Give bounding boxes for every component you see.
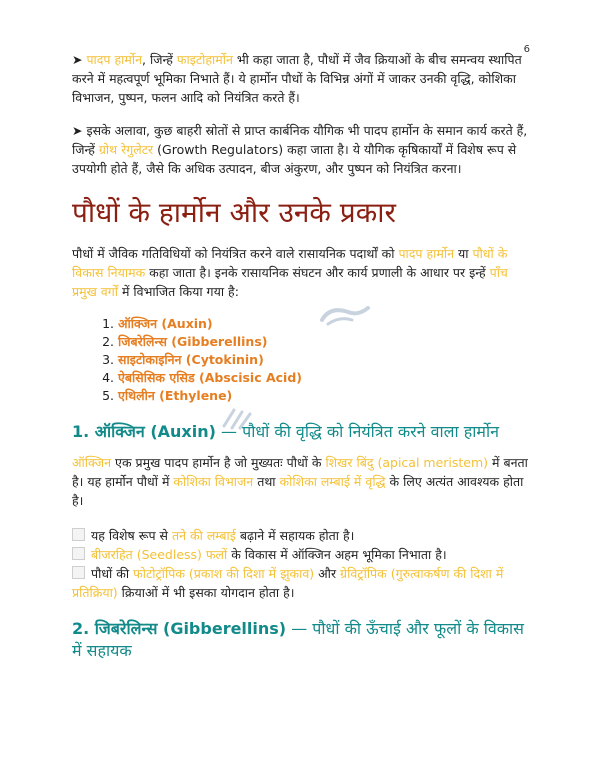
- list-item-label: साइटोकाइनिन (Cytokinin): [118, 352, 264, 367]
- text-run: और: [314, 566, 341, 581]
- text-run: या: [454, 246, 473, 261]
- list-item: [118, 387, 534, 405]
- gibberellins-heading: [72, 618, 534, 662]
- checklist-item: [72, 564, 534, 602]
- term-highlight: शिखर बिंदु (apical meristem): [325, 455, 489, 470]
- checkbox-icon: [72, 547, 85, 560]
- text-run: एक प्रमुख पादप हार्मोन है जो मुख्यतः पौधों के: [111, 455, 326, 470]
- heading-rest: — पौधों की ऊँचाई और फूलों के विकास में सहायक: [72, 619, 524, 660]
- auxin-paragraph: [72, 453, 534, 510]
- list-item-label: ऐबसिसिक एसिड (Abscisic Acid): [118, 370, 303, 385]
- page-number: 6: [523, 44, 530, 55]
- text-run: पौधों की: [91, 566, 134, 581]
- list-item: [118, 333, 534, 351]
- list-item-label: ऑक्जिन (Auxin): [118, 316, 213, 331]
- term-highlight: ग्रोथ रेगुलेटर: [98, 142, 154, 157]
- list-item: [118, 315, 534, 333]
- list-item-label: जिबरेलिन्स (Gibberellins): [118, 334, 268, 349]
- text-run: (Growth Regulators) कहा जाता है। ये यौगिक कृषिकार्यों में विशेष रूप से उपयोगी होते हैं, जैसे कि अधिक उत्पादन, बीज अंकुरण, और पुष्पन को नियंत्रित करना।: [72, 142, 517, 176]
- text-run: तथा: [253, 474, 280, 489]
- text-run: पौधों में जैविक गतिविधियों को नियंत्रित करने वाले रासायनिक पदार्थों को: [72, 246, 399, 261]
- document-body: [72, 50, 534, 672]
- heading-bold: 1. ऑक्जिन (Auxin): [72, 422, 216, 441]
- text-run: बढ़ाने में सहायक होता है।: [235, 528, 355, 543]
- hormone-types-paragraph: [72, 244, 534, 301]
- text-run: में बनता है। यह हार्मोन पौधों में: [72, 455, 528, 489]
- text-run: के विकास में ऑक्जिन अहम भूमिका निभाता है।: [227, 547, 447, 562]
- term-highlight: फाइटोहार्मोन: [176, 52, 233, 67]
- text-run: के लिए अत्यंत आवश्यक होता है।: [72, 474, 524, 508]
- term-highlight: पौधों के विकास नियामक: [72, 246, 508, 280]
- arrow-marker: ➤: [72, 52, 87, 67]
- text-run: में विभाजित किया गया है:: [118, 284, 239, 299]
- term-highlight: कोशिका विभाजन: [173, 474, 254, 489]
- text-run: ➤ इसके अलावा, कुछ बाहरी स्रोतों से प्राप्त कार्बनिक यौगिक भी पादप हार्मोन के समान कार्य करते हैं, जिन्हें: [72, 123, 528, 157]
- heading-rest: — पौधों की वृद्धि को नियंत्रित करने वाला हार्मोन: [215, 422, 499, 441]
- hormone-list: [72, 315, 534, 405]
- term-highlight: कोशिका लम्बाई में वृद्धि: [279, 474, 386, 489]
- term-highlight: तने की लम्बाई: [171, 528, 236, 543]
- auxin-heading: [72, 421, 534, 443]
- heading-bold: 2. जिबरेलिन्स (Gibberellins): [72, 619, 287, 638]
- text-run: यह विशेष रूप से: [91, 528, 172, 543]
- list-item: [118, 369, 534, 387]
- text-run: कहा जाता है। इनके रासायनिक संघटन और कार्य प्रणाली के आधार पर इन्हें: [145, 265, 490, 280]
- list-item-label: एथिलीन (Ethylene): [118, 388, 233, 403]
- list-item: [118, 351, 534, 369]
- text-run: , जिन्हें: [142, 52, 177, 67]
- checklist-item: [72, 526, 534, 545]
- term-highlight: ग्रेविट्रॉपिक (गुरुत्वाकर्षण की दिशा में प्रतिक्रिया): [72, 566, 504, 600]
- term-highlight: बीजरहित (Seedless) फलों: [91, 547, 228, 562]
- term-highlight: पादप हार्मोन: [86, 52, 143, 67]
- term-highlight: फोटोट्रॉपिक (प्रकाश की दिशा में झुकाव): [133, 566, 315, 581]
- checkbox-icon: [72, 528, 85, 541]
- term-highlight: पाँच प्रमुख वर्गों: [72, 265, 508, 299]
- intro-paragraph: [72, 50, 534, 107]
- term-highlight: ऑक्जिन: [72, 455, 112, 470]
- text-run: भी कहा जाता है, पौधों में जैव क्रियाओं के बीच समन्वय स्थापित करने में महत्वपूर्ण भूमिका निभाते हैं। ये हार्मोन पौधों के विभिन्न अंगों में जाकर उनकी वृद्धि, कोशिका विभाजन, पुष्पन, फलन आदि को नियंत्रित करते हैं।: [72, 52, 522, 105]
- text-run: क्रियाओं में भी इसका योगदान होता है।: [117, 585, 295, 600]
- growth-regulators-paragraph: [72, 121, 534, 178]
- term-highlight: पादप हार्मोन: [398, 246, 455, 261]
- checkbox-icon: [72, 566, 85, 579]
- checklist-item: [72, 545, 534, 564]
- section-heading: पौधों के हार्मोन और उनके प्रकार: [72, 196, 396, 229]
